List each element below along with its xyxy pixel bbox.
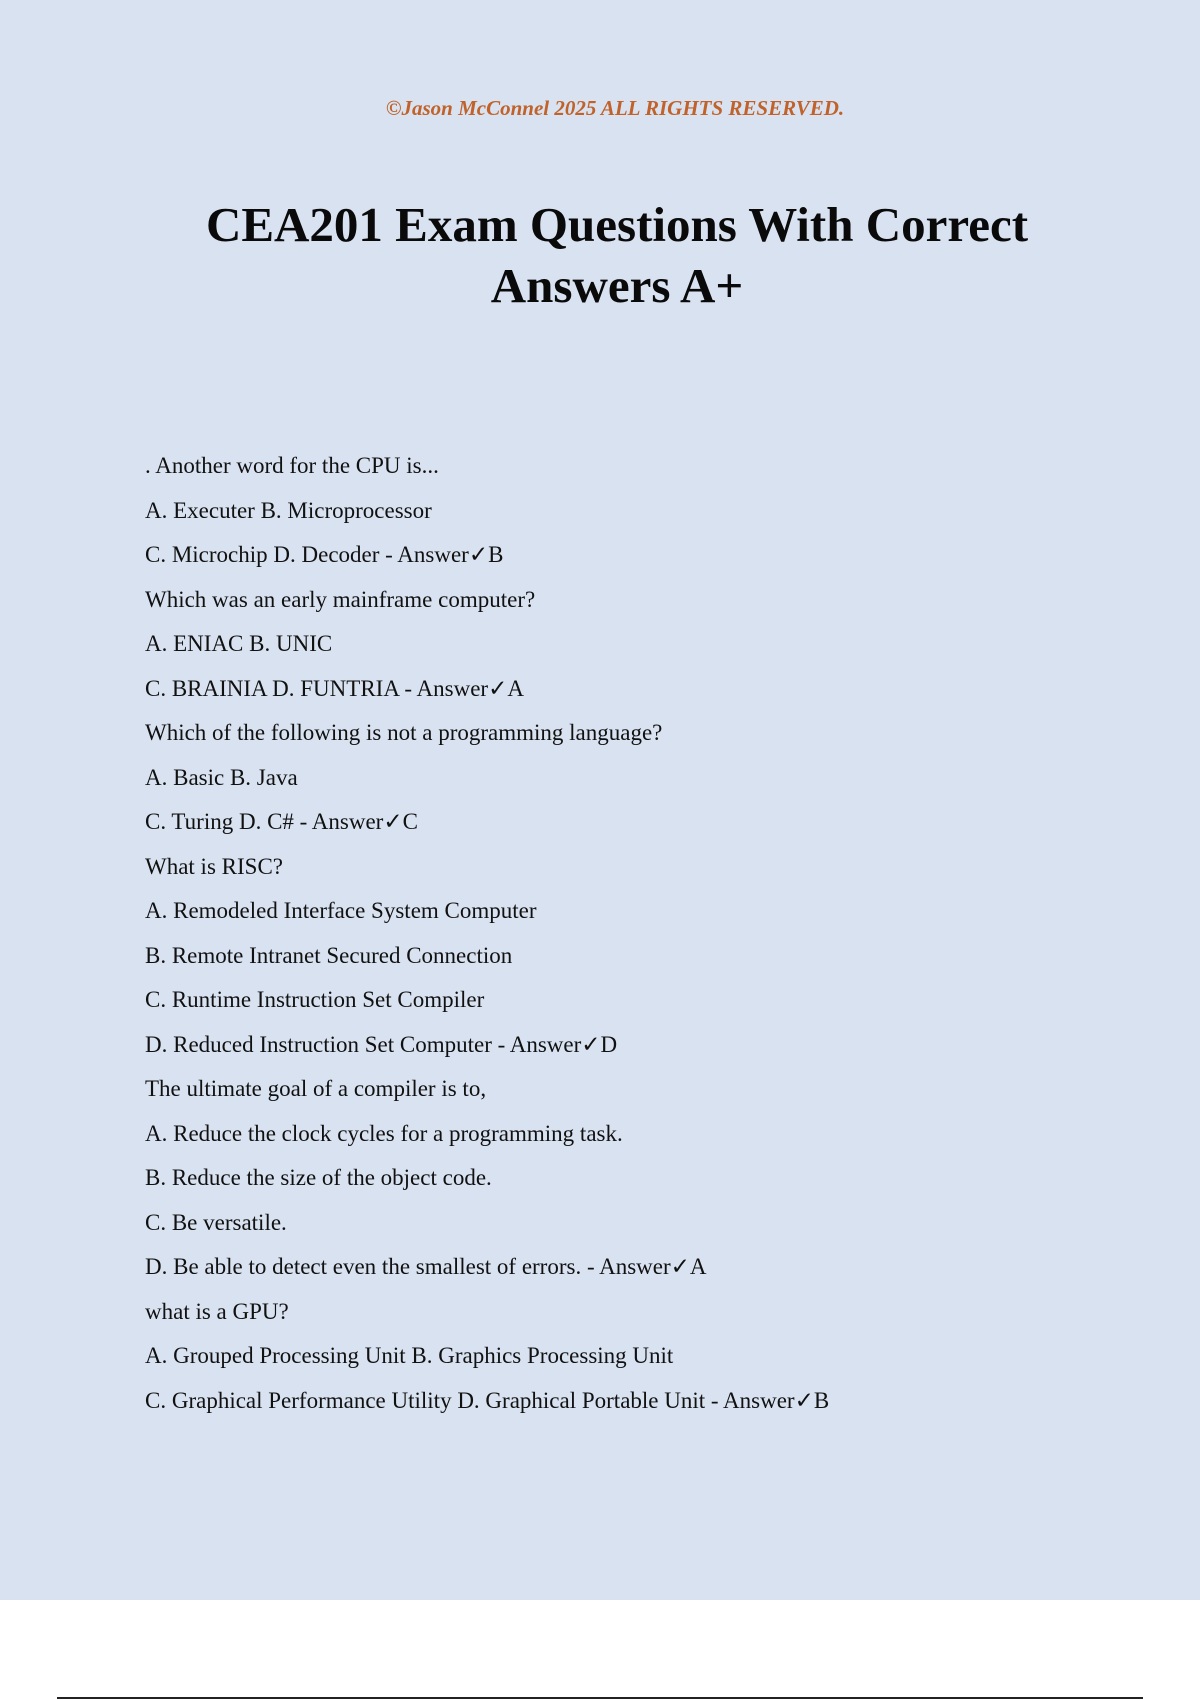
answer-options: A. Reduce the clock cycles for a programming task. — [145, 1120, 623, 1146]
answer-options: B. Remote Intranet Secured Connection — [145, 942, 513, 968]
answer-options: A. ENIAC B. UNIC — [145, 631, 333, 656]
answer-options: C. BRAINIA D. FUNTRIA - Answer✓A — [145, 675, 524, 701]
answer-options: C. Runtime Instruction Set Compiler — [145, 987, 485, 1012]
question-list — [145, 444, 1145, 1423]
answer-options: A. Grouped Processing Unit B. Graphics Processing Unit — [145, 1343, 674, 1368]
question-text: Which of the following is not a programming language? — [145, 720, 663, 745]
copyright-notice: ©Jason McConnel 2025 ALL RIGHTS RESERVED. — [385, 96, 845, 120]
answer-options: C. Graphical Performance Utility D. Graphical Portable Unit - Answer✓B — [145, 1387, 830, 1413]
question-text: The ultimate goal of a compiler is to, — [145, 1076, 487, 1101]
answer-options: C. Be versatile. — [145, 1209, 287, 1235]
answer-options: A. Basic B. Java — [145, 764, 298, 790]
title-line: CEA201 Exam Questions With Correct — [205, 197, 1029, 252]
answer-options: A. Executer B. Microprocessor — [145, 497, 432, 523]
answer-options: A. Remodeled Interface System Computer — [145, 898, 537, 923]
footer-divider — [57, 1697, 1143, 1699]
question-text: What is RISC? — [145, 853, 283, 879]
answer-options: D. Be able to detect even the smallest of errors. - Answer✓A — [145, 1254, 707, 1279]
question-text: Which was an early mainframe computer? — [145, 586, 536, 612]
answer-options: C. Microchip D. Decoder - Answer✓B — [145, 542, 504, 567]
question-text: . Another word for the CPU is... — [145, 453, 439, 478]
answer-options: B. Reduce the size of the object code. — [145, 1165, 492, 1190]
answer-options: D. Reduced Instruction Set Computer - Answer✓D — [145, 1031, 618, 1057]
answer-options: C. Turing D. C# - Answer✓C — [145, 809, 418, 834]
document-title — [0, 194, 1200, 316]
question-text: what is a GPU? — [145, 1298, 289, 1324]
title-line: Answers A+ — [490, 258, 744, 313]
